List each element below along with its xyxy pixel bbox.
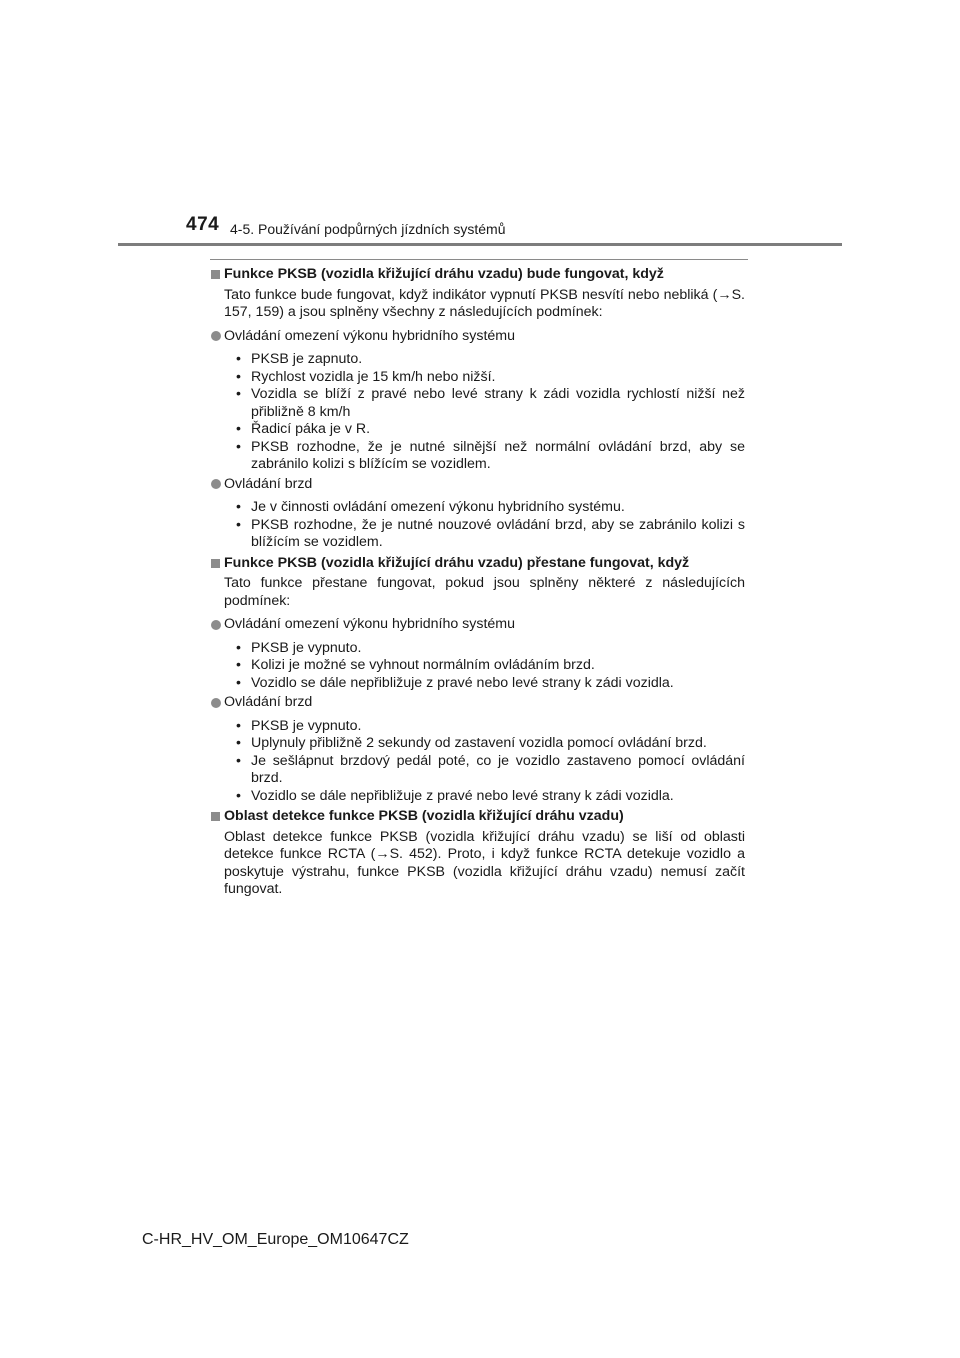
header-divider — [118, 243, 842, 246]
bullet-list — [211, 499, 745, 552]
circle-bullet-icon — [211, 620, 221, 630]
list-item: • PKSB je vypnuto. — [251, 718, 745, 736]
section-heading-text: Funkce PKSB (vozidla křižující dráhu vzadu) bude fungovat, když — [224, 266, 664, 282]
page-number: 474 — [186, 214, 220, 235]
circle-bullet-icon — [211, 331, 221, 341]
bullet-list — [211, 640, 745, 693]
paragraph: Tato funkce přestane fungovat, pokud jsou splněny některé z následujících podmínek: — [224, 575, 745, 609]
section-heading — [211, 808, 745, 826]
list-item: • Vozidlo se dále nepřibližuje z pravé nebo levé strany k zádi vozidla. — [251, 675, 745, 693]
list-item: • Řadicí páka je v R. — [251, 421, 745, 439]
section-heading-text: Funkce PKSB (vozidla křižující dráhu vzadu) přestane fungovat, když — [224, 554, 690, 571]
list-item: • PKSB je zapnuto. — [251, 351, 745, 369]
square-bullet-icon — [211, 559, 220, 568]
section-heading — [211, 555, 745, 573]
subsection-title-text: Ovládání omezení výkonu hybridního systému — [224, 616, 515, 632]
subsection-title-text: Ovládání omezení výkonu hybridního systému — [224, 327, 515, 344]
square-bullet-icon — [211, 270, 220, 279]
square-bullet-icon — [211, 812, 220, 821]
circle-bullet-icon — [211, 698, 221, 708]
list-item: • PKSB rozhodne, že je nutné silnější než normální ovládání brzd, aby se zabránilo kolizi s blížícím se vozidlem. — [251, 439, 745, 474]
circle-bullet-icon — [211, 479, 221, 489]
subsection-title-text: Ovládání brzd — [224, 475, 313, 492]
list-item: • Rychlost vozidla je 15 km/h nebo nižší. — [251, 369, 745, 387]
list-item: • PKSB rozhodne, že je nutné nouzové ovládání brzd, aby se zabránilo kolizi s blížícím se vozidlem. — [251, 517, 745, 552]
content-area — [211, 266, 745, 899]
list-item: • Kolizi je možné se vyhnout normálním ovládáním brzd. — [251, 657, 745, 675]
subsection-title — [211, 694, 745, 712]
bullet-list — [211, 351, 745, 474]
list-item: • Vozidlo se dále nepřibližuje z pravé nebo levé strany k zádi vozidla. — [251, 788, 745, 806]
section-heading-text: Oblast detekce funkce PKSB (vozidla křižující dráhu vzadu) — [224, 808, 624, 824]
list-item: • Vozidla se blíží z pravé nebo levé strany k zádi vozidla rychlostí nižší než přibližně 8 km/h — [251, 386, 745, 421]
subsection-title — [211, 328, 745, 346]
list-item: • Uplynuly přibližně 2 sekundy od zastavení vozidla pomocí ovládání brzd. — [251, 735, 745, 753]
list-item: • PKSB je vypnuto. — [251, 640, 745, 658]
section-heading — [211, 266, 745, 284]
content-divider — [210, 259, 748, 260]
list-item: • Je v činnosti ovládání omezení výkonu hybridního systému. — [251, 499, 745, 517]
bullet-list — [211, 718, 745, 806]
paragraph: Oblast detekce funkce PKSB (vozidla křižující dráhu vzadu) se liší od oblasti detekce funkce RCTA (→S. 452). Proto, i když funkce RCTA detekuje vozidlo a poskytuje výstrahu, funkce PKSB (vozidla křižující dráhu vzadu) nemusí začít fungovat. — [224, 828, 745, 897]
section-title: 4-5. Používání podpůrných jízdních systémů — [230, 221, 506, 237]
document-code: C-HR_HV_OM_Europe_OM10647CZ — [142, 1231, 409, 1248]
list-item: • Je sešlápnut brzdový pedál poté, co je vozidlo zastaveno pomocí ovládání brzd. — [251, 753, 745, 788]
subsection-title — [211, 616, 745, 634]
paragraph: Tato funkce bude fungovat, když indikátor vypnutí PKSB nesvítí nebo nebliká (→S. 157, 159) a jsou splněny všechny z následujících podmínek: — [224, 286, 745, 320]
subsection-title-text: Ovládání brzd — [224, 694, 313, 710]
subsection-title — [211, 476, 745, 494]
